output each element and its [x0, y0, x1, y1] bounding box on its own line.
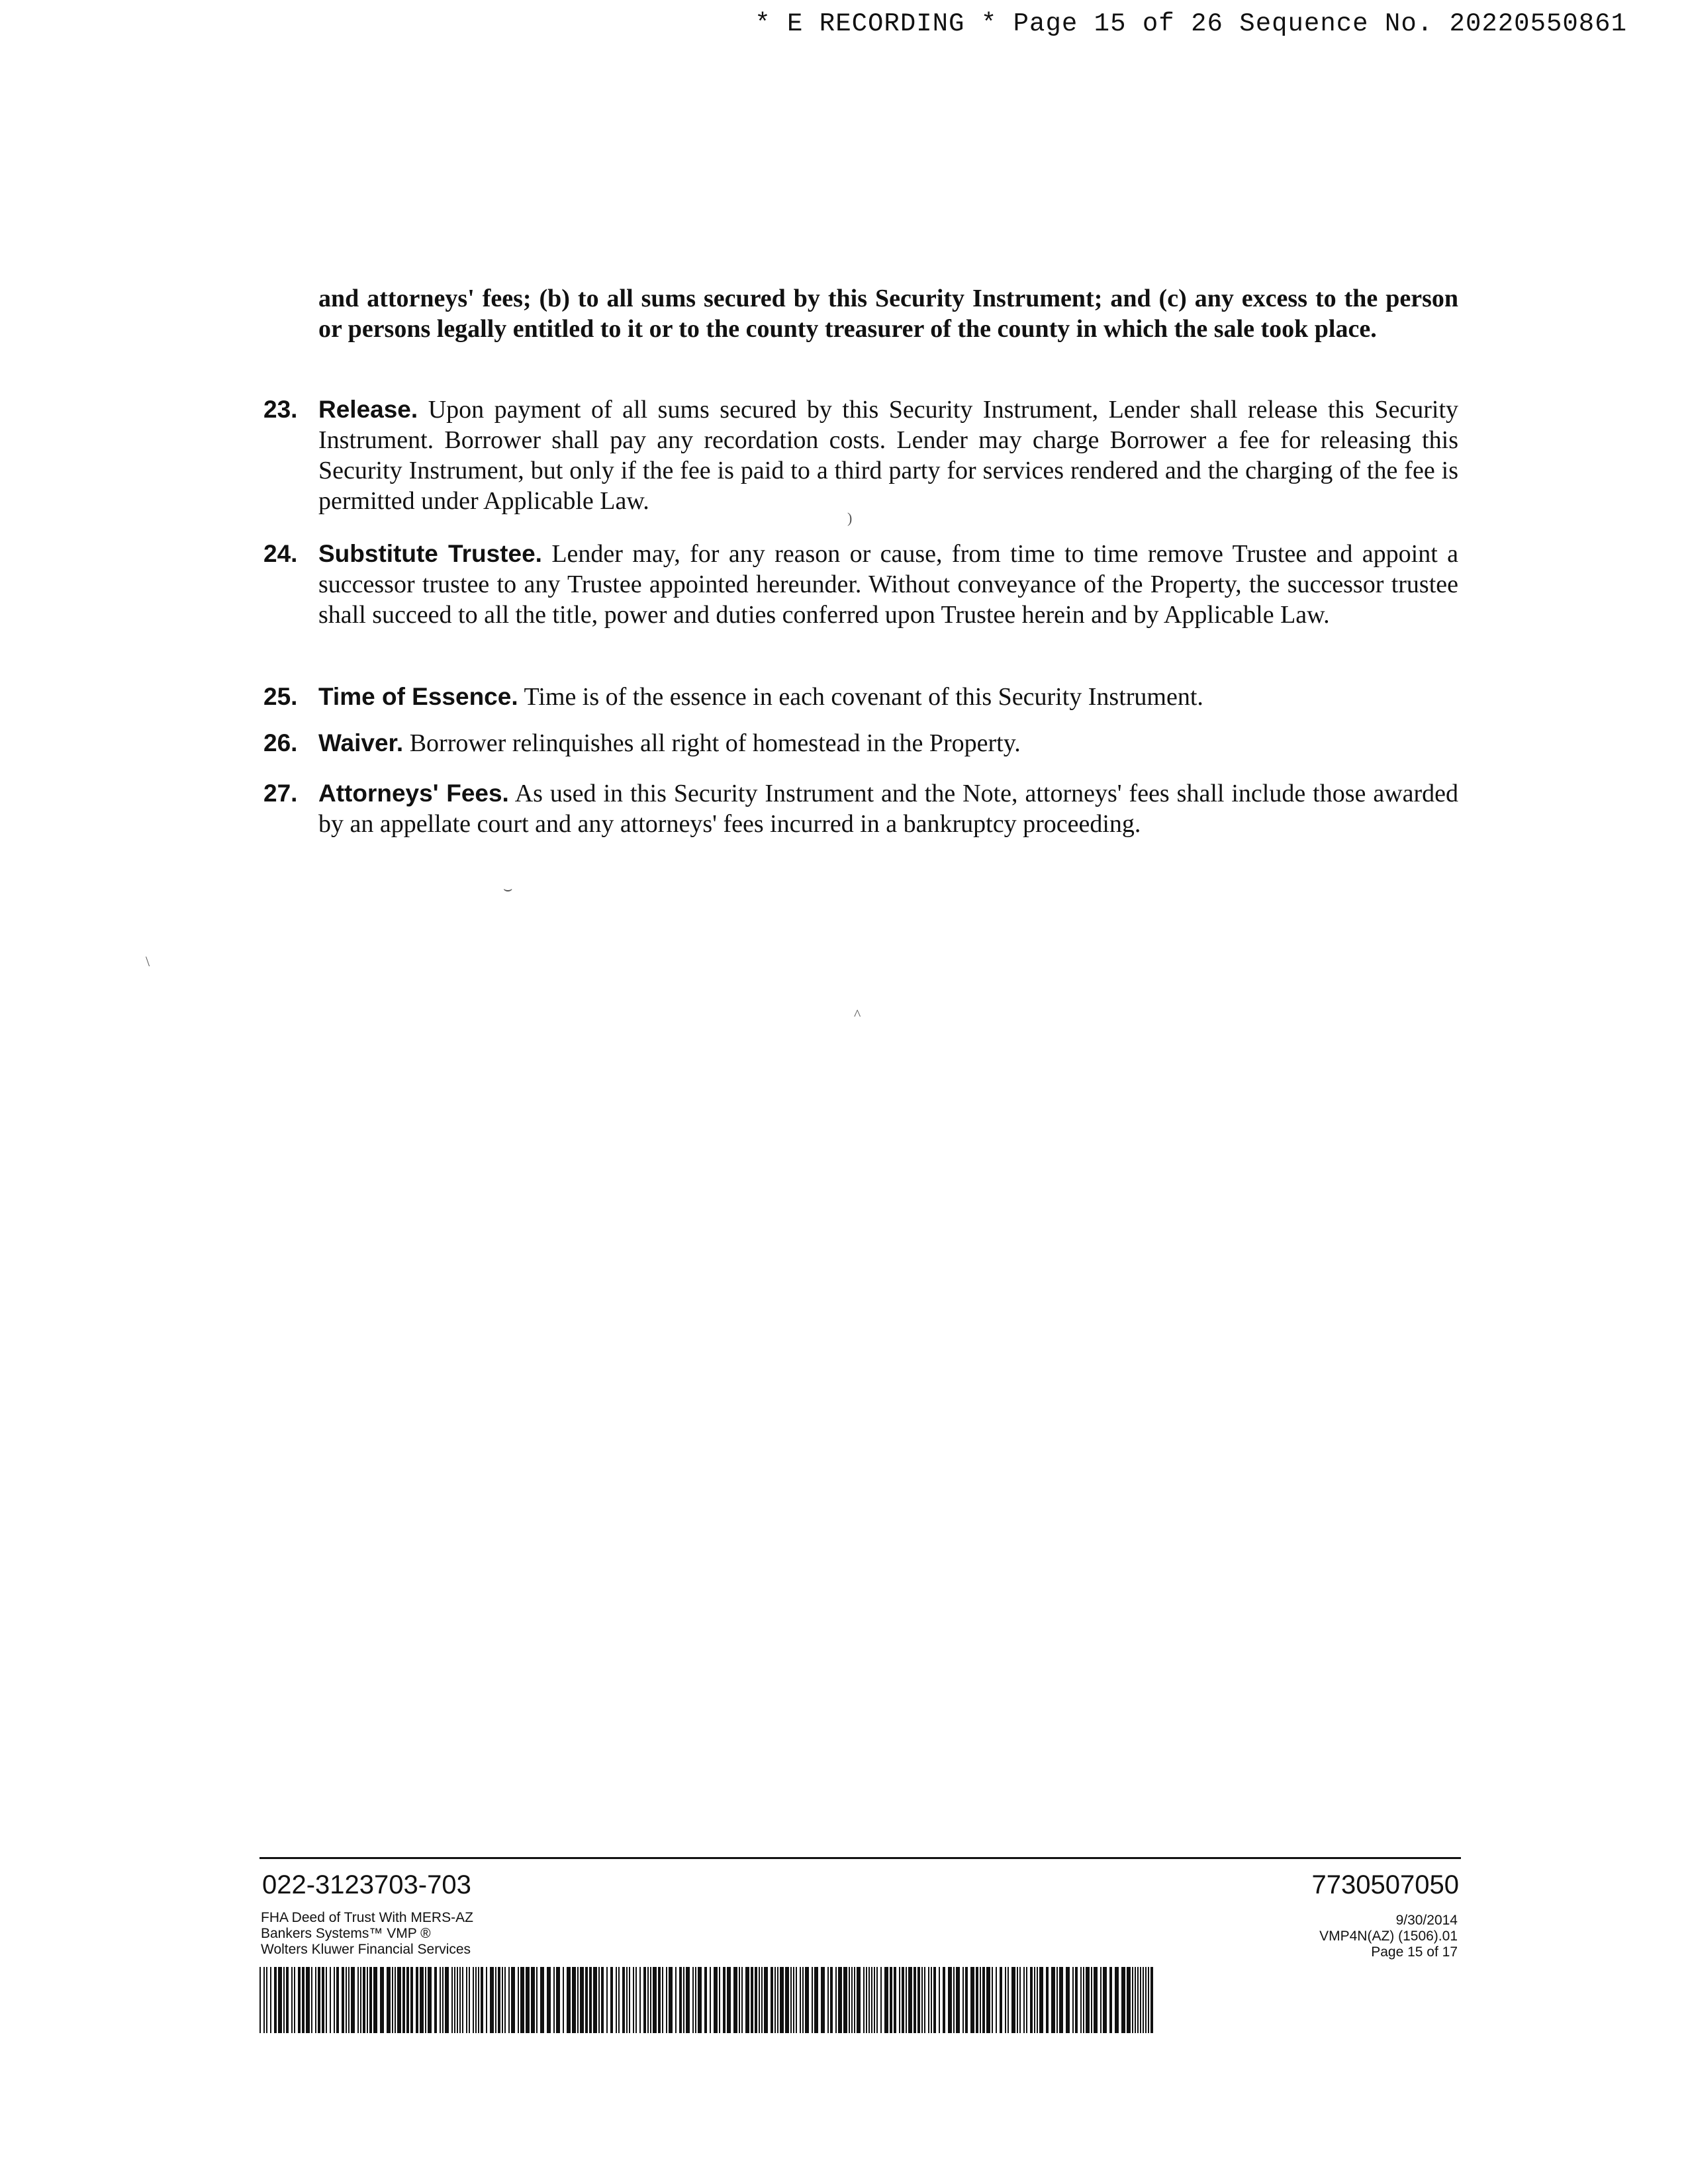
barcode-bar: [686, 1967, 690, 2033]
barcode-bar: [1094, 1967, 1098, 2033]
barcode-bar: [563, 1967, 564, 2033]
barcode-bar: [397, 1967, 401, 2033]
section-title: Attorneys' Fees.: [318, 780, 509, 807]
barcode-bar: [306, 1967, 310, 2033]
barcode-bar: [392, 1967, 393, 2033]
barcode-bar: [986, 1967, 990, 2033]
section-number: 26.: [263, 729, 298, 756]
barcode-bar: [780, 1967, 784, 2033]
barcode-bar: [1150, 1967, 1153, 2033]
barcode-bar: [902, 1967, 904, 2033]
barcode-bar: [1143, 1967, 1144, 2033]
barcode-bar: [342, 1967, 344, 2033]
barcode-bar: [348, 1967, 350, 2033]
barcode-bar: [759, 1967, 760, 2033]
barcode-bar: [322, 1967, 324, 2033]
barcode-bar: [745, 1967, 749, 2033]
form-page-label: Page 15 of 17: [1371, 1944, 1458, 1960]
barcode-bar: [577, 1967, 579, 2033]
barcode-bar: [629, 1967, 630, 2033]
barcode-bar: [830, 1967, 833, 2033]
barcode-bar: [854, 1967, 855, 2033]
section-number: 24.: [263, 540, 298, 567]
barcode-bar: [520, 1967, 524, 2033]
barcode-bar: [278, 1967, 282, 2033]
barcode-bar: [1019, 1967, 1021, 2033]
form-company: Wolters Kluwer Financial Services: [261, 1942, 471, 1957]
barcode-bar: [1056, 1967, 1058, 2033]
barcode-bar: [647, 1967, 649, 2033]
barcode-bar: [442, 1967, 444, 2033]
barcode-bar: [585, 1967, 588, 2033]
barcode-bar: [311, 1967, 312, 2033]
barcode-bar: [948, 1967, 952, 2033]
barcode-bar: [723, 1967, 726, 2033]
barcode-bar: [719, 1967, 720, 2033]
barcode-bar: [395, 1967, 396, 2033]
barcode-bar: [294, 1967, 295, 2033]
barcode-bar: [387, 1967, 391, 2033]
barcode-bar: [863, 1967, 865, 2033]
barcode-bar: [440, 1967, 441, 2033]
barcode-bar: [980, 1967, 981, 2033]
barcode-bar: [531, 1967, 535, 2033]
barcode-bar: [580, 1967, 584, 2033]
barcode-bar: [291, 1967, 293, 2033]
barcode-bar: [669, 1967, 673, 2033]
barcode-bar: [606, 1967, 608, 2033]
barcode-bar: [751, 1967, 753, 2033]
barcode-bar: [698, 1967, 702, 2033]
barcode-bar: [572, 1967, 576, 2033]
barcode-bar: [1046, 1967, 1049, 2033]
barcode-bar: [486, 1967, 487, 2033]
barcode-bar: [714, 1967, 718, 2033]
barcode-bar: [589, 1967, 592, 2033]
barcode-bar: [425, 1967, 426, 2033]
barcode-bar: [838, 1967, 842, 2033]
barcode-bar: [1051, 1967, 1055, 2033]
barcode-bar: [410, 1967, 413, 2033]
barcode-bar: [695, 1967, 696, 2033]
section-body: Lender may, for any reason or cause, from time to time remove Trustee and appoint a successor trustee to any Trustee appointed hereunder. Without conveyance of the Property, the successor trustee shall succeed to all the title, power and duties conferred upon Trustee herein and by Applicable Law.: [318, 540, 1459, 629]
barcode-bar: [593, 1967, 597, 2033]
barcode-bar: [996, 1967, 997, 2033]
barcode-bar: [318, 1967, 320, 2033]
section-24: [263, 539, 1458, 630]
barcode-bar: [790, 1967, 792, 2033]
barcode-bar: [302, 1967, 305, 2033]
form-name: FHA Deed of Trust With MERS-AZ: [261, 1910, 473, 1925]
barcode-bar: [518, 1967, 519, 2033]
barcode-bar: [270, 1967, 271, 2033]
barcode-bar: [1137, 1967, 1139, 2033]
scan-speck: ^: [854, 1006, 861, 1023]
barcode-bar: [727, 1967, 731, 2033]
barcode-bar: [334, 1967, 335, 2033]
barcode-bar: [428, 1967, 432, 2033]
barcode-bar: [739, 1967, 740, 2033]
barcode-bar: [805, 1967, 809, 2033]
barcode-bar: [933, 1967, 936, 2033]
barcode-bar: [639, 1967, 641, 2033]
barcode-bar: [658, 1967, 661, 2033]
barcode-bar: [511, 1967, 515, 2033]
barcode-bar: [481, 1967, 483, 2033]
barcode: [259, 1967, 1153, 2033]
barcode-bar: [1148, 1967, 1149, 2033]
barcode-bar: [1083, 1967, 1084, 2033]
section-title: Time of Essence.: [318, 683, 518, 710]
barcode-bar: [346, 1967, 347, 2033]
section-body: As used in this Security Instrument and the Note, attorneys' fees shall include those awarded by an appellate court and any attorneys' fees incurred in a bankruptcy proceeding.: [318, 780, 1459, 838]
barcode-bar: [906, 1967, 907, 2033]
barcode-bar: [962, 1967, 964, 2033]
barcode-bar: [675, 1967, 677, 2033]
barcode-bar: [633, 1967, 634, 2033]
barcode-bar: [373, 1967, 377, 2033]
barcode-bar: [884, 1967, 888, 2033]
barcode-bar: [982, 1967, 985, 2033]
barcode-bar: [610, 1967, 613, 2033]
barcode-bar: [1080, 1967, 1082, 2033]
barcode-bar: [1127, 1967, 1131, 2033]
barcode-bar: [1121, 1967, 1125, 2033]
barcode-bar: [666, 1967, 667, 2033]
barcode-bar: [498, 1967, 500, 2033]
barcode-bar: [662, 1967, 663, 2033]
barcode-bar: [462, 1967, 463, 2033]
barcode-bar: [1011, 1967, 1015, 2033]
barcode-bar: [473, 1967, 474, 2033]
barcode-bar: [924, 1967, 925, 2033]
barcode-bar: [821, 1967, 825, 2033]
barcode-bar: [369, 1967, 372, 2033]
barcode-bar: [618, 1967, 620, 2033]
barcode-bar: [326, 1967, 327, 2033]
barcode-bar: [894, 1967, 896, 2033]
barcode-bar: [466, 1967, 467, 2033]
barcode-bar: [874, 1967, 875, 2033]
barcode-bar: [970, 1967, 974, 2033]
barcode-bar: [868, 1967, 870, 2033]
barcode-bar: [871, 1967, 872, 2033]
recording-header: * E RECORDING * Page 15 of 26 Sequence No. 20220550861: [755, 9, 1627, 38]
barcode-bar: [263, 1967, 265, 2033]
barcode-bar: [508, 1967, 510, 2033]
barcode-bar: [851, 1967, 853, 2033]
barcode-bar: [626, 1967, 628, 2033]
barcode-bar: [796, 1967, 797, 2033]
barcode-bar: [849, 1967, 850, 2033]
barcode-bar: [598, 1967, 600, 2033]
barcode-bar: [1017, 1967, 1018, 2033]
min-number: 7730507050: [1311, 1870, 1459, 1899]
continuation-paragraph: and attorneys' fees; (b) to all sums secured by this Security Instrument; and (c) any excess to the person or persons legally entitled to it or to the county treasurer of the county in which the sale took place.: [318, 285, 1458, 343]
barcode-bar: [259, 1967, 261, 2033]
barcode-bar: [917, 1967, 920, 2033]
barcode-bar: [502, 1967, 503, 2033]
barcode-bar: [1039, 1967, 1043, 2033]
barcode-bar: [367, 1967, 368, 2033]
barcode-bar: [1132, 1967, 1133, 2033]
barcode-bar: [420, 1967, 424, 2033]
barcode-bar: [866, 1967, 867, 2033]
barcode-bar: [953, 1967, 955, 2033]
barcode-bar: [445, 1967, 449, 2033]
barcode-bar: [771, 1967, 773, 2033]
barcode-bar: [710, 1967, 711, 2033]
barcode-bar: [1037, 1967, 1038, 2033]
barcode-bar: [357, 1967, 359, 2033]
barcode-bar: [457, 1967, 458, 2033]
barcode-bar: [733, 1967, 737, 2033]
barcode-bar: [1072, 1967, 1074, 2033]
section-23: [263, 394, 1458, 516]
barcode-bar: [1140, 1967, 1141, 2033]
barcode-bar: [793, 1967, 794, 2033]
barcode-bar: [1066, 1967, 1070, 2033]
barcode-bar: [1023, 1967, 1025, 2033]
barcode-bar: [567, 1967, 571, 2033]
barcode-bar: [880, 1967, 882, 2033]
barcode-bar: [683, 1967, 684, 2033]
barcode-bar: [556, 1967, 560, 2033]
barcode-bar: [1030, 1967, 1033, 2033]
barcode-bar: [939, 1967, 940, 2033]
barcode-bar: [774, 1967, 776, 2033]
barcode-bar: [679, 1967, 682, 2033]
barcode-bar: [622, 1967, 625, 2033]
barcode-bar: [1059, 1967, 1063, 2033]
barcode-bar: [469, 1967, 470, 2033]
section-number: 25.: [263, 683, 298, 710]
section-title: Substitute Trustee.: [318, 540, 542, 567]
barcode-bar: [1109, 1967, 1112, 2033]
barcode-bar: [835, 1967, 837, 2033]
barcode-bar: [761, 1967, 763, 2033]
barcode-bar: [315, 1967, 316, 2033]
barcode-bar: [802, 1967, 804, 2033]
barcode-bar: [741, 1967, 743, 2033]
section-26: [263, 728, 1458, 758]
barcode-bar: [526, 1967, 530, 2033]
barcode-bar: [857, 1967, 861, 2033]
barcode-bar: [635, 1967, 637, 2033]
barcode-bar: [1026, 1967, 1027, 2033]
barcode-bar: [475, 1967, 477, 2033]
barcode-bar: [1086, 1967, 1090, 2033]
barcode-bar: [814, 1967, 818, 2033]
barcode-bar: [965, 1967, 968, 2033]
section-body: Time is of the essence in each covenant of this Security Instrument.: [524, 683, 1203, 711]
barcode-bar: [943, 1967, 945, 2033]
barcode-bar: [1000, 1967, 1002, 2033]
barcode-bar: [899, 1967, 900, 2033]
barcode-bar: [536, 1967, 538, 2033]
barcode-bar: [755, 1967, 757, 2033]
section-body: Upon payment of all sums secured by this Security Instrument, Lender shall release this Security Instrument. Borrower shall pay any recordation costs. Lender may charge Borrower a fee for releasing this Security Instrument, but only if the fee is paid to a third party for services rendered and the charging of the fee is permitted under Applicable Law.: [318, 396, 1458, 515]
section-title: Waiver.: [318, 729, 404, 756]
barcode-bar: [643, 1967, 646, 2033]
scan-speck: ): [847, 510, 853, 526]
barcode-bar: [330, 1967, 331, 2033]
form-vendor: Bankers Systems™ VMP ®: [261, 1926, 431, 1941]
barcode-bar: [692, 1967, 694, 2033]
barcode-bar: [704, 1967, 707, 2033]
barcode-bar: [650, 1967, 651, 2033]
barcode-bar: [812, 1967, 813, 2033]
barcode-bar: [286, 1967, 289, 2033]
barcode-bar: [380, 1967, 384, 2033]
barcode-bar: [360, 1967, 361, 2033]
loan-number: 022-3123703-703: [262, 1870, 471, 1899]
form-date: 9/30/2014: [1395, 1913, 1458, 1928]
barcode-bar: [956, 1967, 960, 2033]
scan-speck: \: [146, 953, 150, 970]
barcode-bar: [976, 1967, 978, 2033]
section-body: Borrower relinquishes all right of homestead in the Property.: [409, 729, 1021, 757]
barcode-bar: [416, 1967, 418, 2033]
section-number: 23.: [263, 396, 298, 423]
barcode-bar: [1115, 1967, 1119, 2033]
barcode-bar: [931, 1967, 932, 2033]
barcode-bar: [1075, 1967, 1078, 2033]
barcode-bar: [298, 1967, 301, 2033]
barcode-bar: [914, 1967, 916, 2033]
barcode-bar: [785, 1967, 789, 2033]
barcode-bar: [434, 1967, 437, 2033]
barcode-bar: [504, 1967, 506, 2033]
barcode-bar: [616, 1967, 617, 2033]
barcode-bar: [827, 1967, 829, 2033]
section-25: [263, 682, 1458, 712]
barcode-bar: [478, 1967, 479, 2033]
barcode-bar: [921, 1967, 923, 2033]
barcode-bar: [876, 1967, 878, 2033]
barcode-bar: [1008, 1967, 1009, 2033]
barcode-bar: [653, 1967, 657, 2033]
section-number: 27.: [263, 780, 298, 807]
barcode-bar: [1145, 1967, 1147, 2033]
barcode-bar: [800, 1967, 801, 2033]
barcode-bar: [890, 1967, 892, 2033]
barcode-bar: [1034, 1967, 1035, 2033]
form-identification: [261, 1910, 473, 1958]
barcode-bar: [1091, 1967, 1092, 2033]
barcode-bar: [843, 1967, 847, 2033]
barcode-bar: [1005, 1967, 1006, 2033]
barcode-bar: [451, 1967, 453, 2033]
barcode-bar: [363, 1967, 365, 2033]
form-code: VMP4N(AZ) (1506).01: [1319, 1929, 1458, 1944]
barcode-bar: [274, 1967, 277, 2033]
barcode-bar: [283, 1967, 285, 2033]
footer-rule: [259, 1857, 1461, 1859]
barcode-bar: [495, 1967, 496, 2033]
barcode-bar: [266, 1967, 267, 2033]
barcode-bar: [553, 1967, 555, 2033]
barcode-bar: [454, 1967, 455, 2033]
barcode-bar: [1135, 1967, 1136, 2033]
barcode-bar: [928, 1967, 929, 2033]
barcode-bar: [490, 1967, 494, 2033]
section-27: [263, 778, 1458, 839]
barcode-bar: [992, 1967, 993, 2033]
barcode-bar: [406, 1967, 409, 2033]
barcode-bar: [402, 1967, 405, 2033]
barcode-bar: [908, 1967, 912, 2033]
barcode-bar: [351, 1967, 355, 2033]
scan-speck: ⌣: [503, 880, 513, 897]
barcode-bar: [764, 1967, 768, 2033]
barcode-bar: [777, 1967, 778, 2033]
barcode-bar: [336, 1967, 339, 2033]
barcode-bar: [1100, 1967, 1102, 2033]
barcode-bar: [547, 1967, 551, 2033]
barcode-bar: [459, 1967, 461, 2033]
barcode-bar: [540, 1967, 544, 2033]
section-title: Release.: [318, 396, 418, 423]
barcode-bar: [1103, 1967, 1107, 2033]
barcode-bar: [601, 1967, 604, 2033]
form-revision: [1319, 1913, 1458, 1960]
